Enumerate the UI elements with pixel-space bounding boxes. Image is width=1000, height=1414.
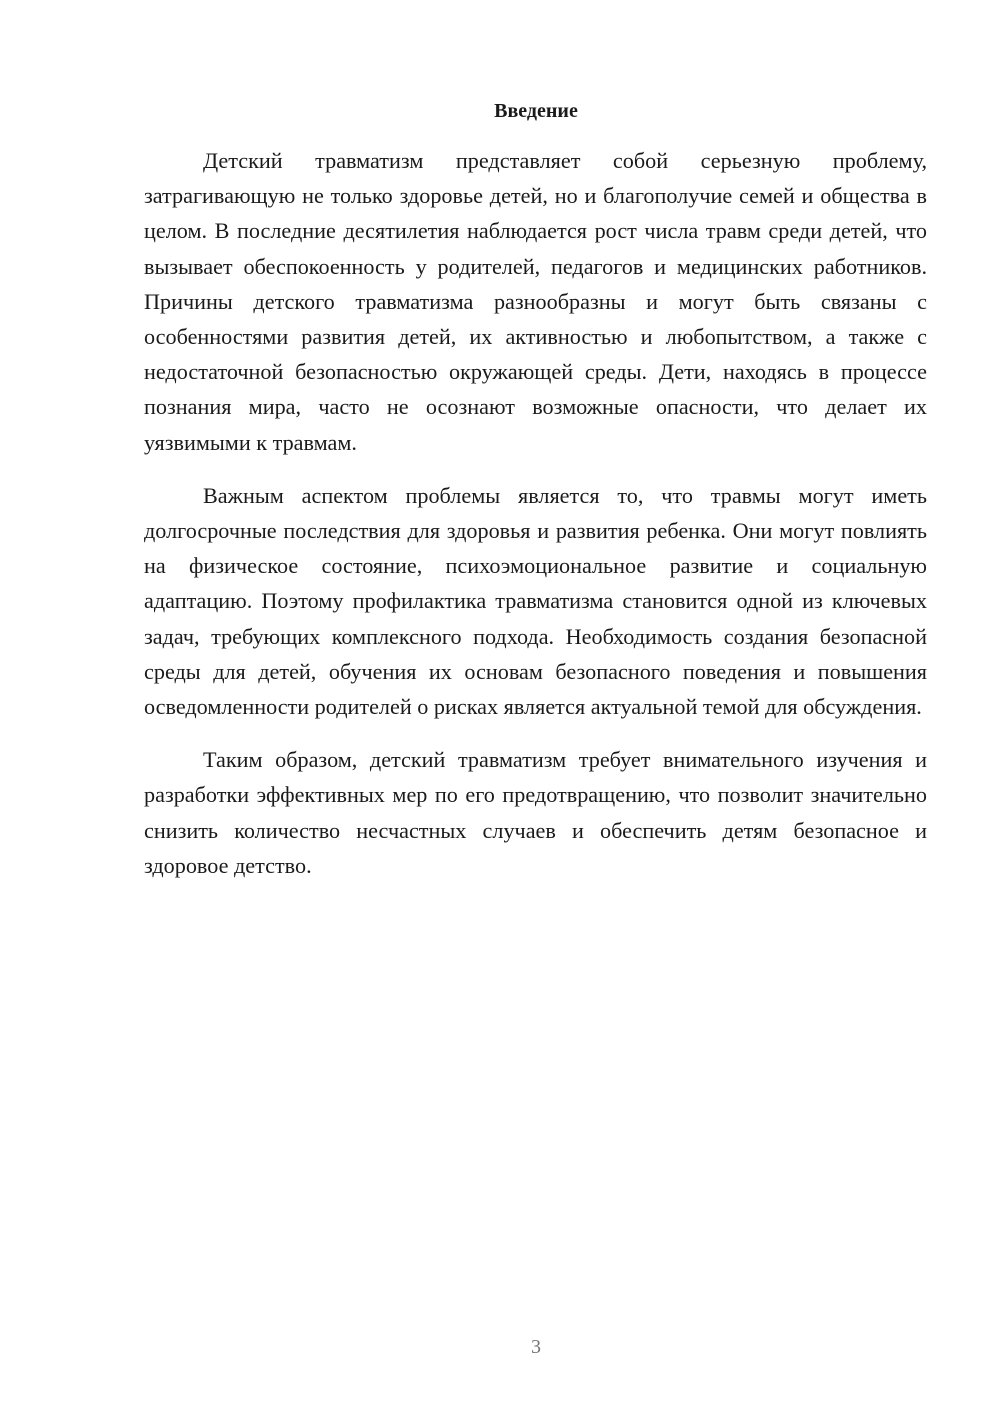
paragraph-1: Детский травматизм представляет собой серьезную проблему, затрагивающую не только здоровье детей, но и благополучие семей и общества в целом. В последние десятилетия наблюдается рост числа травм среди детей, что вызывает обеспокоенность у родителей, педагогов и медицинских работников. Причины детского травматизма разнообразны и могут быть связаны с особенностями развития детей, их активностью и любопытством, а также с недостаточной безопасностью окружающей среды. Дети, находясь в процессе познания мира, часто не осознают возможные опасности, что делает их уязвимыми к травмам. <box>144 148 927 455</box>
section-heading: Введение <box>494 100 578 122</box>
paragraph-2: Важным аспектом проблемы является то, что травмы могут иметь долгосрочные последствия для здоровья и развития ребенка. Они могут повлиять на физическое состояние, психоэмоциональное развитие и социальную адаптацию. Поэтому профилактика травматизма становится одной из ключевых задач, требующих комплексного подхода. Необходимость создания безопасной среды для детей, обучения их основам безопасного поведения и повышения осведомленности родителей о рисках является актуальной темой для обсуждения. <box>144 482 927 720</box>
page-number: 3 <box>531 1336 541 1358</box>
body-text <box>144 143 927 883</box>
paragraph-3: Таким образом, детский травматизм требует внимательного изучения и разработки эффективных мер по его предотвращению, что позволит значительно снизить количество несчастных случаев и обеспечить детям безопасное и здоровое детство. <box>144 747 927 878</box>
